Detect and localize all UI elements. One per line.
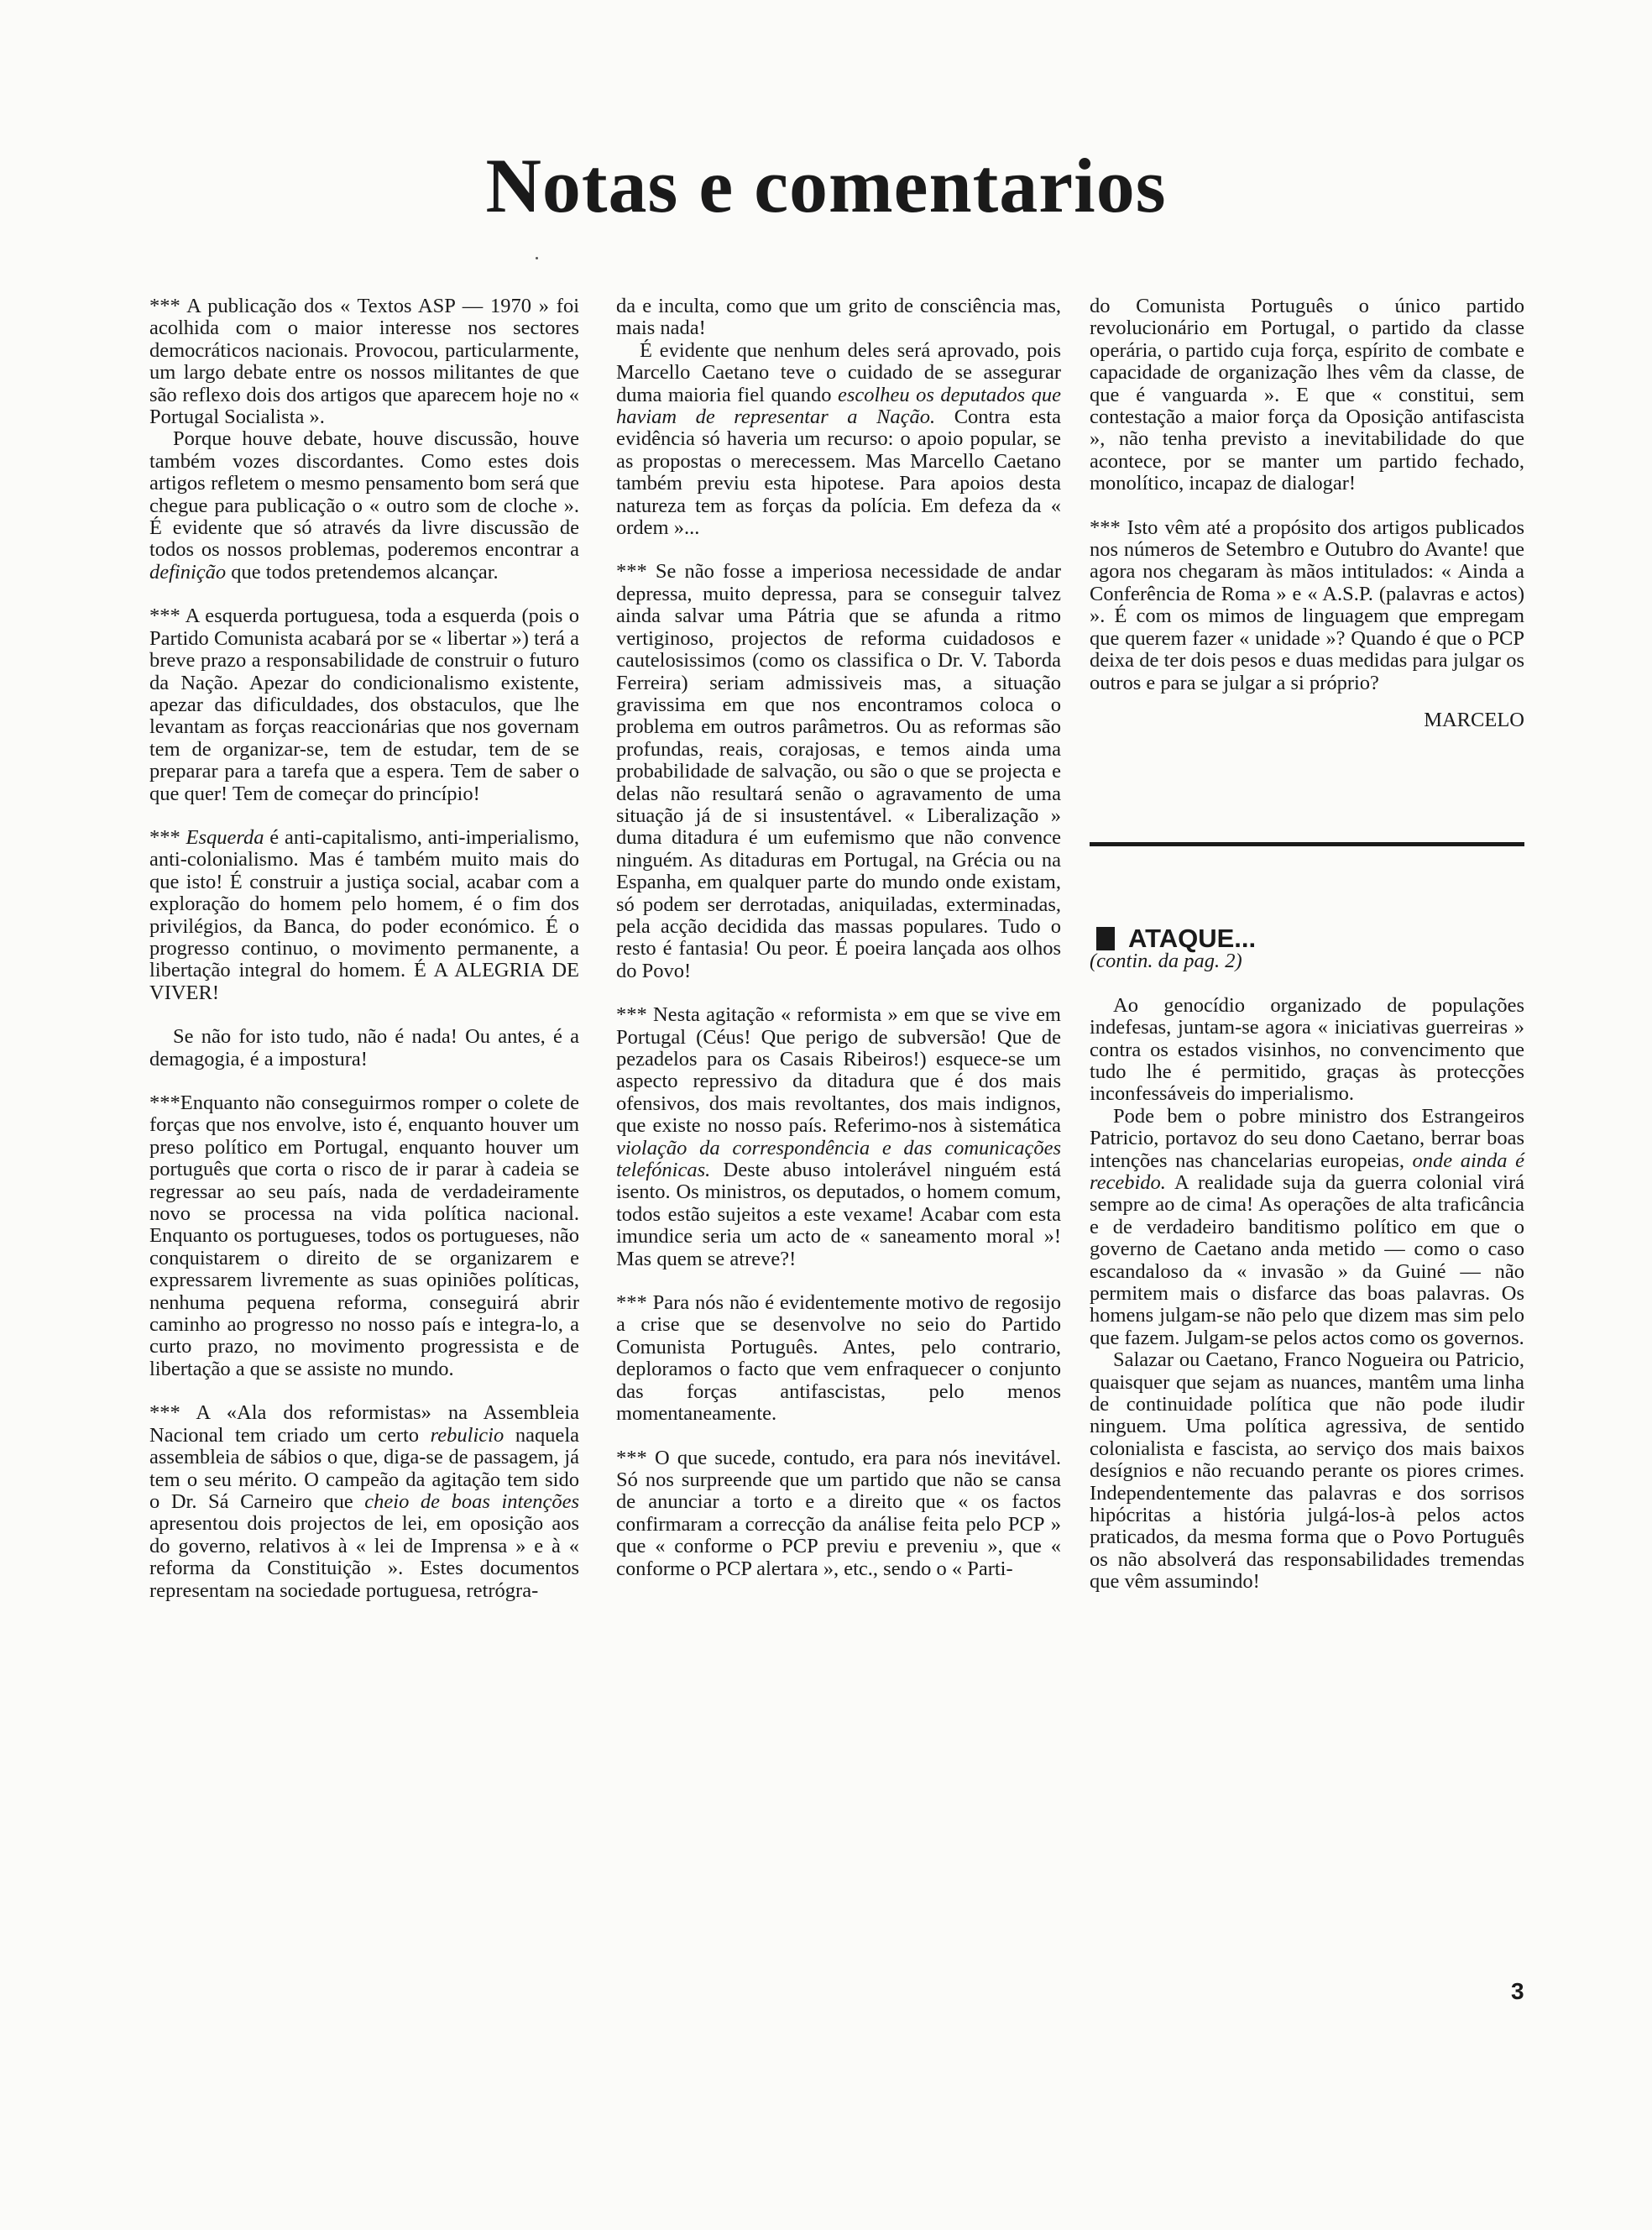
paragraph: *** A publicação dos « Textos ASP — 1970 » foi acolhida com o maior interesse nos sectores democráticos nacionais. Provocou, particularmente, um largo debate entre os nossos militantes de que são reflexo dois dos artigos que aparecem hoje no « Portugal Socialista ». bbox=[149, 295, 579, 429]
section-divider bbox=[1090, 842, 1524, 846]
paragraph: Porque houve debate, houve discussão, houve também vozes discordantes. Como estes dois artigos refletem o mesmo pensamento bom será que chegue para publicação o « outro som de cloche ». É evidente que só através da livre discussão de todos os nossos problemas, poderemos encontrar a definição que todos pretendemos alcançar. bbox=[149, 427, 579, 584]
paragraph: Ao genocídio organizado de populações indefesas, juntam-se agora « iniciativas guerreiras » contra os estados visinhos, no convencimento que tudo lhe é permitido, graças às protecções inconfessáveis do imperialismo. bbox=[1090, 993, 1524, 1106]
paragraph: *** Se não fosse a imperiosa necessidade de andar depressa, muito depressa, para se conseguir talvez ainda salvar uma Pátria que se afunda a ritmo vertiginoso, projectos de reforma cuidadosos e cautelosissimos (como os classifica o Dr. V. Taborda Ferreira) seriam admissiveis mas, a situação gravissima em que nos encontramos coloca o problema em outros parâmetros. Ou as reformas são profundas, reais, corajosas, e temos ainda uma probabilidade de salvação, ou são o que se projecta e delas não resultará senão o agravamento de uma situação já de si insustentável. « Liberalização » duma ditadura é um eufemismo que não convence ninguém. As ditaduras em Portugal, na Grécia ou na Espanha, em qualquer parte do mundo onde existam, só podem ser derrotadas, aniquiladas, exterminadas, pela acção decidida das massas populares. Tudo o resto é fantasia! Ou peor. É poeira lançada aos olhos do Povo! bbox=[616, 560, 1061, 982]
author-signature: MARCELO bbox=[1424, 708, 1524, 731]
section-heading bbox=[1090, 924, 1524, 954]
paragraph: do Comunista Português o único partido revolucionário em Portugal, o partido da classe operária, o partido cuja força, espírito de combate e capacidade de organização lhes vêm da classe, de que é vanguarda ». E que « constitui, sem contestação a maior força da Oposição antifascista », não tenha previsto a inevitabilidade do que acontece, por se manter um partido fechado, monolítico, incapaz de dialogar! bbox=[1090, 295, 1524, 495]
paragraph: Salazar ou Caetano, Franco Nogueira ou Patricio, quaisquer que sejam as nuances, mantêm uma linha de continuidade política que não pode iludir ninguem. Uma política agressiva, de sentido colonialista e fascista, ao serviço dos mais baixos desígnios e não recuando perante os piores crimes. Independentemente das palavras e dos sorrisos hipócritas a história julgá-los-à pelos actos praticados, da mesma forma que o Povo Português os não absolverá das responsabilidades tremendas que vêm assumindo! bbox=[1090, 1348, 1524, 1594]
continuation-note: (contin. da pag. 2) bbox=[1090, 950, 1242, 973]
paragraph: *** A «Ala dos reformistas» na Assembleia Nacional tem criado um certo rebulicio naquela assembleia de sábios o que, diga-se de passagem, já tem o seu mérito. O campeão da agitação tem sido o Dr. Sá Carneiro que cheio de boas intenções apresentou dois projectos de lei, em oposição aos do governo, relativos à « lei de Imprensa » e à « reforma da Constituição ». Estes documentos representam na sociedade portuguesa, retrógra- bbox=[149, 1401, 579, 1602]
paragraph: Pode bem o pobre ministro dos Estrangeiros Patricio, portavoz do seu dono Caetano, berrar boas intenções nas chancelarias europeias, onde ainda é recebido. A realidade suja da guerra colonial virá sempre ao de cima! As operações de alta traficância e de verdadeiro banditismo político em que o governo de Caetano anda metido — como o caso escandaloso da « invasão » da Guiné — não permitem mais o disfarce das boas palavras. Os homens julgam-se não pelo que dizem mas sim pelo que fazem. Julgam-se pelos actos como os governos. bbox=[1090, 1104, 1525, 1349]
page-number: 3 bbox=[1511, 1978, 1524, 2004]
paragraph: ***Enquanto não conseguirmos romper o colete de forças que nos envolve, isto é, enquanto houver um preso político em Portugal, enquanto houver um português que corta o risco de ir parar à cadeia se regressar ao seu país, nada de verdadeiramente novo se processa na vida política nacional. Enquanto os portugueses, todos os portugueses, não conquistarem o direito de se organizarem e expressarem livremente as suas opiniões políticas, nenhuma pequena reforma, conseguirá abrir caminho ao progresso no nosso país e integra-lo, a curto prazo, no movimento progressista e de libertação a que se assiste no mundo. bbox=[149, 1091, 579, 1380]
section-title: ATAQUE... bbox=[1128, 924, 1257, 954]
paragraph: *** Esquerda é anti-capitalismo, anti-imperialismo, anti-colonialismo. Mas é também muito mais do que isto! É construir a justiça social, acabar com a exploração do homem pelo homem, é o fim dos privilégios, da Banca, do poder económico. É o progresso continuo, o movimento permanente, a libertação integral do homem. É A ALEGRIA DE VIVER! bbox=[149, 825, 579, 1004]
column-2 bbox=[616, 296, 1061, 1580]
column-3 bbox=[1090, 296, 1524, 1594]
paragraph: É evidente que nenhum deles será aprovado, pois Marcello Caetano teve o cuidado de se assegurar duma maioria fiel quando escolheu os deputados que haviam de representar a Nação. Contra esta evidência só haveria um recurso: o apoio popular, se as propostas o merecessem. Mas Marcello Caetano também previu esta hipotese. Para apoios desta natureza tem as forças da polícia. Em defeza da « ordem »... bbox=[616, 338, 1062, 540]
paragraph: da e inculta, como que um grito de consciência mas, mais nada! bbox=[616, 295, 1061, 340]
print-speck bbox=[536, 257, 538, 259]
paragraph: *** A esquerda portuguesa, toda a esquerda (pois o Partido Comunista acabará por se « libertar ») terá a breve prazo a responsabilidade de construir o futuro da Nação. Apezar do condicionalismo existente, apezar das dificuldades, dos obstaculos, que lhe levantam as forças reaccionárias que nos governam tem de organizar-se, tem de estudar, tem de se preparar para a tarefa que a espera. Tem de saber o que quer! Tem de começar do princípio! bbox=[149, 605, 579, 805]
paragraph: Se não for isto tudo, não é nada! Ou antes, é a demagogia, é a impostura! bbox=[149, 1025, 579, 1071]
square-bullet-icon bbox=[1096, 927, 1115, 950]
paragraph: *** Para nós não é evidentemente motivo de regosijo a crise que se desenvolve no seio do Partido Comunista Português. Antes, pelo contrario, deploramos o facto que vem enfraquecer o conjunto das forças antifascistas, pelo menos momentaneamente. bbox=[616, 1291, 1061, 1426]
paragraph: *** Isto vêm até a propósito dos artigos publicados nos números de Setembro e Outubro do Avante! que agora nos chegaram às mãos intitulados: « Ainda a Conferência de Roma » e « A.S.P. (palavras e actos) ». É com os mimos de linguagem que empregam que querem fazer « unidade »? Quando é que o PCP deixa de ter dois pesos e duas medidas para julgar os outros e para se julgar a si próprio? bbox=[1090, 516, 1524, 694]
column-1 bbox=[149, 296, 579, 1602]
paragraph: *** Nesta agitação « reformista » em que se vive em Portugal (Céus! Que perigo de subversão! Que de pezadelos para os Casais Ribeiros!) esquece-se um aspecto repressivo da ditadura que é dos mais ofensivos, dos mais revoltantes, dos mais indignos, que existe no nosso país. Referimo-nos à sistemática violação da correspondência e das comunicações telefónicas. Deste abuso intolerável ninguém está isento. Os ministros, os deputados, o homem comum, todos estão sujeitos a este vexame! Acabar com esta imundice seria um acto de « saneamento moral »! Mas quem se atreve?! bbox=[616, 1003, 1061, 1270]
paragraph: *** O que sucede, contudo, era para nós inevitável. Só nos surpreende que um partido que não se cansa de anunciar a torto e a direito que « os factos confirmaram a correcção da análise feita pelo PCP » que « conforme o PCP previu e preveniu », que « conforme o PCP alertara », etc., sendo o « Parti- bbox=[616, 1446, 1061, 1580]
page-title: Notas e comentarios bbox=[485, 143, 1167, 228]
